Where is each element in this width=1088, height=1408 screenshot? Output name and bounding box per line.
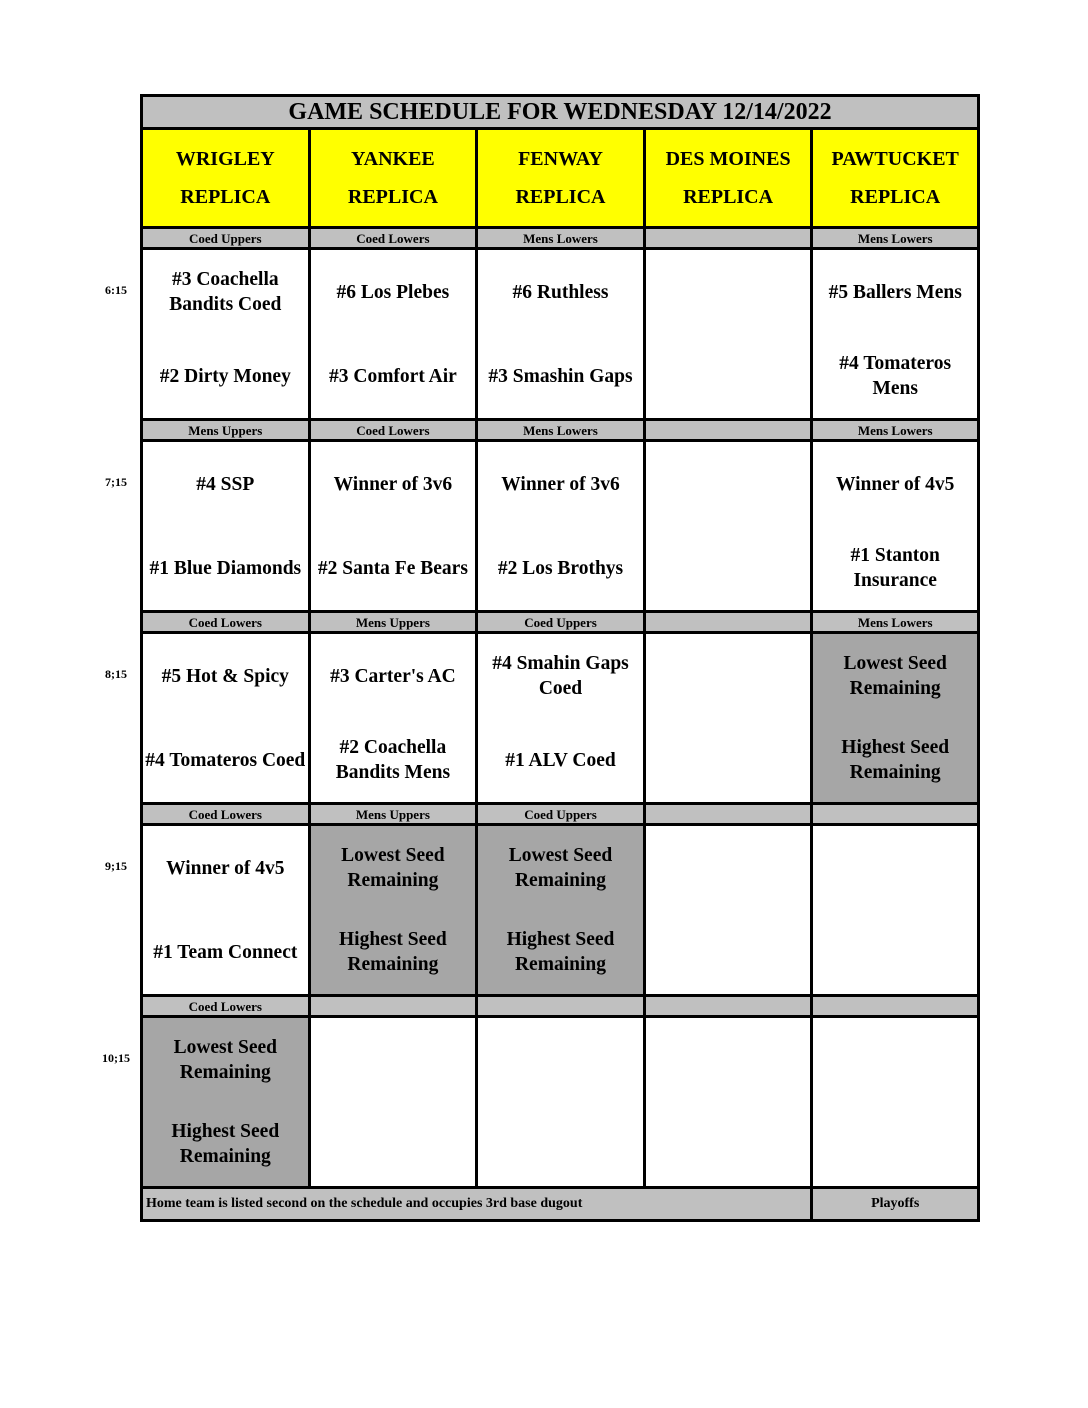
away-team: Lowest Seed Remaining: [309, 825, 477, 911]
away-team: Winner of 4v5: [142, 825, 310, 911]
away-team: Lowest Seed Remaining: [142, 1017, 310, 1103]
home-team: [309, 1102, 477, 1188]
division-label: Mens Lowers: [812, 612, 979, 633]
home-team: #1 Blue Diamonds: [142, 526, 310, 612]
home-team: #3 Smashin Gaps: [477, 334, 645, 420]
home-team: Highest Seed Remaining: [309, 910, 477, 996]
away-team: #3 Coachella Bandits Coed: [142, 249, 310, 335]
footer-label: Playoffs: [812, 1188, 979, 1221]
division-label: Mens Uppers: [309, 612, 477, 633]
home-team: [644, 718, 812, 804]
home-team: Highest Seed Remaining: [477, 910, 645, 996]
away-team: [644, 633, 812, 719]
division-label: Coed Lowers: [309, 228, 477, 249]
home-team: #2 Santa Fe Bears: [309, 526, 477, 612]
home-team: #4 Tomateros Mens: [812, 334, 979, 420]
division-label: Mens Lowers: [812, 228, 979, 249]
home-team: Highest Seed Remaining: [142, 1102, 310, 1188]
home-team: #2 Los Brothys: [477, 526, 645, 612]
home-team: #1 Stanton Insurance: [812, 526, 979, 612]
schedule-title: GAME SCHEDULE FOR WEDNESDAY 12/14/2022: [142, 96, 979, 129]
venue-fenway: FENWAY REPLICA: [477, 129, 645, 228]
away-team: Winner of 4v5: [812, 441, 979, 527]
away-team: [644, 1017, 812, 1103]
away-team: #5 Hot & Spicy: [142, 633, 310, 719]
division-label: [309, 996, 477, 1017]
away-team: [644, 441, 812, 527]
home-team: [812, 910, 979, 996]
division-label: [644, 804, 812, 825]
division-label: Coed Lowers: [142, 996, 310, 1017]
away-team: #3 Carter's AC: [309, 633, 477, 719]
away-team: [644, 249, 812, 335]
home-team: [812, 1102, 979, 1188]
division-label: [644, 996, 812, 1017]
venue-yankee: YANKEE REPLICA: [309, 129, 477, 228]
away-team: Lowest Seed Remaining: [477, 825, 645, 911]
footer-note: Home team is listed second on the schedule and occupies 3rd base dugout: [142, 1188, 812, 1221]
division-label: Coed Lowers: [309, 420, 477, 441]
home-team: [477, 1102, 645, 1188]
away-team: Winner of 3v6: [477, 441, 645, 527]
time-label: 9;15: [105, 859, 127, 874]
home-team: #1 ALV Coed: [477, 718, 645, 804]
venue-pawtucket: PAWTUCKET REPLICA: [812, 129, 979, 228]
time-label: 6:15: [105, 283, 127, 298]
away-team: Lowest Seed Remaining: [812, 633, 979, 719]
away-team: #6 Los Plebes: [309, 249, 477, 335]
away-team: #6 Ruthless: [477, 249, 645, 335]
home-team: #2 Coachella Bandits Mens: [309, 718, 477, 804]
division-label: Coed Uppers: [477, 612, 645, 633]
venue-des-moines: DES MOINES REPLICA: [644, 129, 812, 228]
time-label: 10;15: [102, 1051, 130, 1066]
division-label: Coed Uppers: [142, 228, 310, 249]
division-label: [812, 996, 979, 1017]
home-team: #2 Dirty Money: [142, 334, 310, 420]
home-team: #4 Tomateros Coed: [142, 718, 310, 804]
time-label: 7;15: [105, 475, 127, 490]
away-team: #4 Smahin Gaps Coed: [477, 633, 645, 719]
division-label: [477, 996, 645, 1017]
away-team: [812, 1017, 979, 1103]
division-label: Coed Lowers: [142, 612, 310, 633]
division-label: [644, 612, 812, 633]
division-label: Coed Lowers: [142, 804, 310, 825]
away-team: [477, 1017, 645, 1103]
division-label: Mens Lowers: [477, 420, 645, 441]
venue-wrigley: WRIGLEY REPLICA: [142, 129, 310, 228]
home-team: #1 Team Connect: [142, 910, 310, 996]
away-team: #5 Ballers Mens: [812, 249, 979, 335]
away-team: [309, 1017, 477, 1103]
home-team: [644, 526, 812, 612]
division-label: Mens Lowers: [477, 228, 645, 249]
division-label: [812, 804, 979, 825]
division-label: Mens Uppers: [142, 420, 310, 441]
division-label: Mens Uppers: [309, 804, 477, 825]
schedule-table: [140, 94, 980, 1222]
away-team: #4 SSP: [142, 441, 310, 527]
away-team: [812, 825, 979, 911]
time-label: 8;15: [105, 667, 127, 682]
away-team: [644, 825, 812, 911]
home-team: [644, 1102, 812, 1188]
home-team: Highest Seed Remaining: [812, 718, 979, 804]
away-team: Winner of 3v6: [309, 441, 477, 527]
division-label: Mens Lowers: [812, 420, 979, 441]
home-team: [644, 910, 812, 996]
home-team: [644, 334, 812, 420]
home-team: #3 Comfort Air: [309, 334, 477, 420]
division-label: [644, 420, 812, 441]
division-label: [644, 228, 812, 249]
division-label: Coed Uppers: [477, 804, 645, 825]
